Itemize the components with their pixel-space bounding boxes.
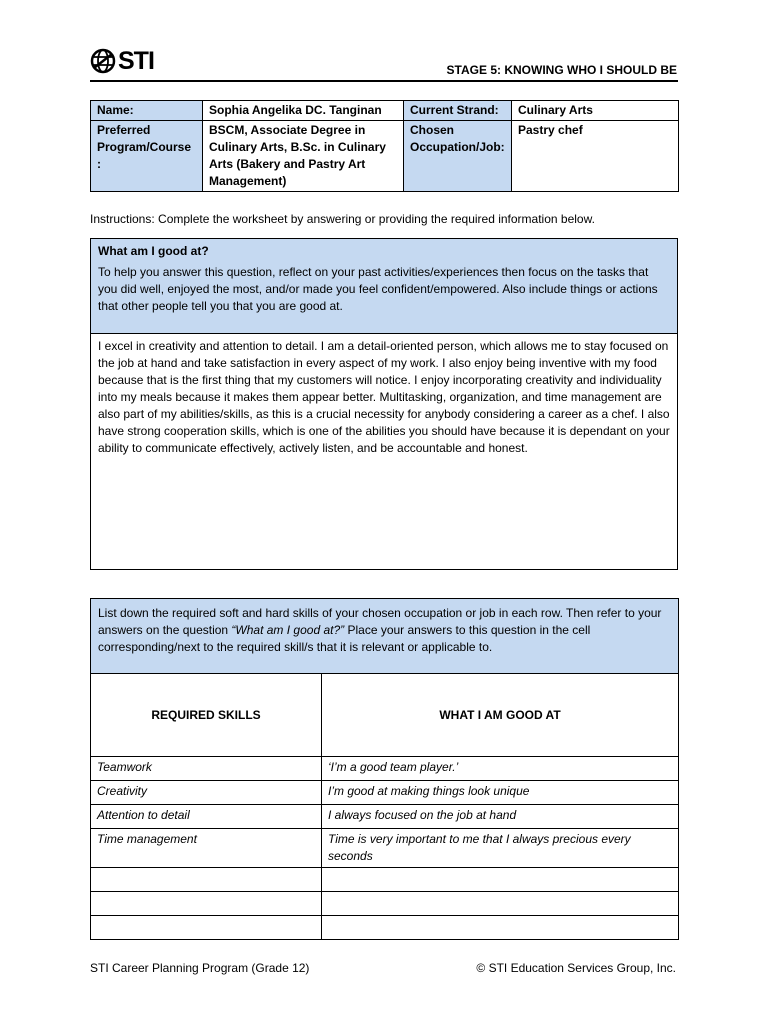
good-at-answer[interactable]: I excel in creativity and attention to detail. I am a detail-oriented person, which allows me to stay focused on the job at hand and take satisfaction in every aspect of my work. I also enjoy being inventive with my food because that is the first thing that my customers will notice. I enjoy incorporating creativity and individuality into my meals because it makes them appear better. Multitasking, organization, and time management are also part of my abilities/skills, as this is a crucial necessity for anybody considering a career as a chef. I also have strong cooperation skills, which is one of the abilities you should have because it is dependant on your ability to communicate effectively, actively listen, and be accountable and honest. xyxy=(91,334,678,570)
occupation-label: Chosen Occupation/Job: xyxy=(404,121,512,192)
skill-cell[interactable]: Time management xyxy=(91,829,322,868)
good-at-cell[interactable]: Time is very important to me that I always precious every seconds xyxy=(322,829,679,868)
skills-instruction-quote: “What am I good at?” xyxy=(231,623,345,637)
strand-label: Current Strand: xyxy=(404,101,512,121)
skill-cell[interactable] xyxy=(91,868,322,892)
sti-logo xyxy=(90,46,160,76)
good-at-cell[interactable]: I always focused on the job at hand xyxy=(322,805,679,829)
student-info-table xyxy=(90,100,679,192)
skill-cell[interactable] xyxy=(91,916,322,940)
instructions: Instructions: Complete the worksheet by answering or providing the required information below. xyxy=(90,212,595,226)
skill-cell[interactable]: Teamwork xyxy=(91,757,322,781)
skills-table xyxy=(90,598,679,940)
program-label: Preferred Program/Course : xyxy=(91,121,203,192)
header-divider xyxy=(90,80,678,82)
skill-cell[interactable] xyxy=(91,892,322,916)
good-at-cell[interactable] xyxy=(322,892,679,916)
name-value: Sophia Angelika DC. Tanginan xyxy=(203,101,404,121)
occupation-value: Pastry chef xyxy=(512,121,679,192)
table-row xyxy=(91,781,679,805)
good-at-cell[interactable] xyxy=(322,868,679,892)
good-at-cell[interactable]: ‘I’m a good team player.’ xyxy=(322,757,679,781)
good-at-prompt: To help you answer this question, reflect on your past activities/experiences then focus on the tasks that you did well, enjoyed the most, and/or made you feel confident/empowered. Also include things or actions that other people tell you that you are good at. xyxy=(98,265,658,313)
skills-instruction-part1: List down the required soft and hard skills of your chosen occupation or job in each row. Then refer to your answers on the question xyxy=(98,606,662,637)
table-row xyxy=(91,829,679,868)
skills-instruction-part2: Place your answers to this question in the cell corresponding/next to the required skill/s that it is relevant or applicable to. xyxy=(98,623,591,654)
strand-value: Culinary Arts xyxy=(512,101,679,121)
footer-program: STI Career Planning Program (Grade 12) xyxy=(90,961,310,975)
good-at-title: What am I good at? xyxy=(98,244,209,258)
table-row xyxy=(91,892,679,916)
program-value: BSCM, Associate Degree in Culinary Arts, B.Sc. in Culinary Arts (Bakery and Pastry Art Management) xyxy=(203,121,404,192)
table-row xyxy=(91,916,679,940)
table-row xyxy=(91,805,679,829)
table-row xyxy=(91,757,679,781)
required-skills-header: REQUIRED SKILLS xyxy=(91,674,322,757)
good-at-cell[interactable] xyxy=(322,916,679,940)
good-at-header xyxy=(91,239,678,334)
skills-instructions xyxy=(91,599,679,674)
footer-copyright: © STI Education Services Group, Inc. xyxy=(476,961,676,975)
globe-icon xyxy=(90,48,116,74)
name-label: Name: xyxy=(91,101,203,121)
stage-title: STAGE 5: KNOWING WHO I SHOULD BE xyxy=(446,63,677,77)
skill-cell[interactable]: Attention to detail xyxy=(91,805,322,829)
good-at-cell[interactable]: I’m good at making things look unique xyxy=(322,781,679,805)
good-at-section xyxy=(90,238,678,570)
table-row xyxy=(91,868,679,892)
logo-text: STI xyxy=(118,46,154,75)
skill-cell[interactable]: Creativity xyxy=(91,781,322,805)
what-i-am-good-at-header: WHAT I AM GOOD AT xyxy=(322,674,679,757)
